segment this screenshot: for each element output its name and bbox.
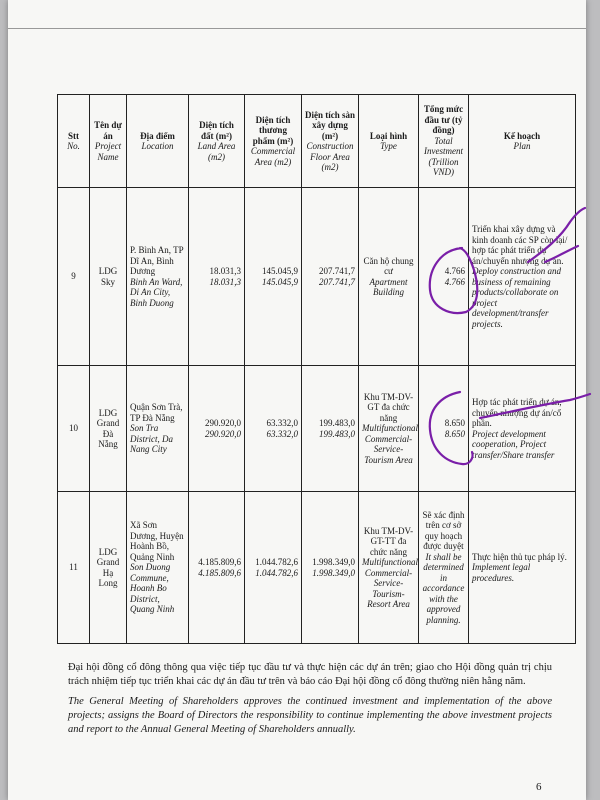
header-name: Tên dự án Project Name xyxy=(90,95,127,188)
table-row xyxy=(58,188,576,366)
header-investment: Tổng mức đầu tư (tỷ đồng) Total Investment (Trillion VND) xyxy=(419,95,469,188)
cell-location: Xã Sơn Dương, Huyện Hoành Bồ, Quảng Ninh Son Duong Commune, Hoanh Bo District, Quang Ninh xyxy=(127,492,189,644)
header-commercial-area: Diện tích thương phẩm (m²) Commercial Area (m2) xyxy=(245,95,302,188)
header-location: Địa điểm Location xyxy=(127,95,189,188)
cell-investment: Sẽ xác định trên cơ sở quy hoạch được duyệt It shall be determined in accordance with the approved planning. xyxy=(419,492,469,644)
cell-name: LDG Sky xyxy=(90,188,127,366)
document-page xyxy=(8,0,586,800)
resolution-en: The General Meeting of Shareholders approves the continued investment and implementation of the above projects; assigns the Board of Directors the responsibility to continue implementing the above investment projects and report to the Annual General Meeting of Shareholders annually. xyxy=(68,696,552,735)
cell-commercial-area: 145.045,9 145.045,9 xyxy=(245,188,302,366)
table-header-row xyxy=(58,95,576,188)
cell-investment: 4.766 4.766 xyxy=(419,188,469,366)
cell-stt: 9 xyxy=(58,188,90,366)
cell-location: P. Bình An, TP Dĩ An, Bình Dương Binh An Ward, Di An City, Binh Duong xyxy=(127,188,189,366)
header-construction-area: Diện tích sàn xây dựng (m²) Construction Floor Area (m2) xyxy=(302,95,359,188)
cell-investment: 8.650 8.650 xyxy=(419,366,469,492)
table-row xyxy=(58,366,576,492)
header-plan: Kế hoạch Plan xyxy=(469,95,576,188)
header-type: Loại hình Type xyxy=(359,95,419,188)
top-rule xyxy=(8,28,586,29)
cell-location: Quận Sơn Trà, TP Đà Nẵng Son Tra District, Da Nang City xyxy=(127,366,189,492)
resolution-text xyxy=(68,661,552,743)
cell-land-area: 290.920,0 290.920,0 xyxy=(189,366,245,492)
projects-table xyxy=(57,94,576,644)
cell-construction-area: 207.741,7 207.741,7 xyxy=(302,188,359,366)
table-row xyxy=(58,492,576,644)
cell-name: LDG Grand Đà Nẵng xyxy=(90,366,127,492)
cell-commercial-area: 1.044.782,6 1.044.782,6 xyxy=(245,492,302,644)
cell-stt: 10 xyxy=(58,366,90,492)
cell-land-area: 18.031,3 18.031,3 xyxy=(189,188,245,366)
cell-plan: Triển khai xây dựng và kinh doanh các SP còn lại/ hợp tác phát triển dự án/chuyển nhượng dự án. Deploy construction and business of remaining products/collaborate on project development/transfer projects. xyxy=(469,188,576,366)
header-land-area: Diện tích đất (m²) Land Area (m2) xyxy=(189,95,245,188)
resolution-vi: Đại hội đồng cổ đông thông qua việc tiếp tục đầu tư và thực hiện các dự án trên; giao cho Hội đồng quản trị chịu trách nhiệm tiếp tục triển khai các dự án đầu tư trên và báo cáo Đại hội đồng cổ đông thường niên hằng năm. xyxy=(68,662,552,687)
cell-type: Khu TM-DV-GT-TT đa chức năng Multifunctional Commercial-Service-Tourism-Resort Area xyxy=(359,492,419,644)
cell-plan: Hợp tác phát triển dự án, chuyển nhượng dự án/cổ phần. Project development cooperation, Project transfer/Share transfer xyxy=(469,366,576,492)
cell-stt: 11 xyxy=(58,492,90,644)
cell-land-area: 4.185.809,6 4.185.809,6 xyxy=(189,492,245,644)
header-stt: Stt No. xyxy=(58,95,90,188)
cell-construction-area: 1.998.349,0 1.998.349,0 xyxy=(302,492,359,644)
cell-plan: Thực hiện thủ tục pháp lý. Implement legal procedures. xyxy=(469,492,576,644)
cell-type: Khu TM-DV-GT đa chức năng Multifunctional Commercial-Service-Tourism Area xyxy=(359,366,419,492)
cell-commercial-area: 63.332,0 63.332,0 xyxy=(245,366,302,492)
cell-name: LDG Grand Hạ Long xyxy=(90,492,127,644)
cell-type: Căn hộ chung cư Apartment Building xyxy=(359,188,419,366)
cell-construction-area: 199.483,0 199.483,0 xyxy=(302,366,359,492)
page-number: 6 xyxy=(536,781,542,793)
